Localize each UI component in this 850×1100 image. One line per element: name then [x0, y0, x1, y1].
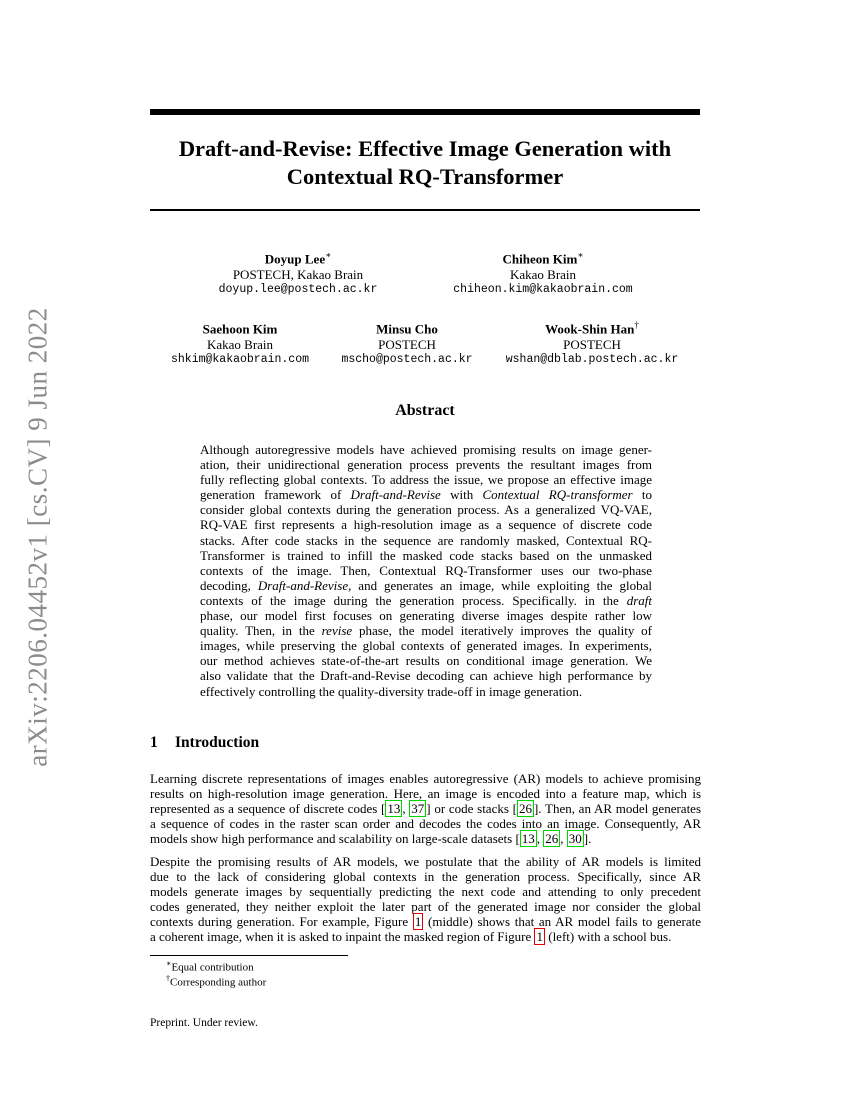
abstract-line: Transformer is trained to infill the masked code stacks based on the unmasked	[200, 547, 652, 563]
author-block	[506, 318, 679, 368]
footnote-text: Corresponding author	[170, 976, 267, 989]
footnote-rule	[150, 955, 348, 956]
abstract-line: decoding, Draft-and-Revise, and generates an image, while exploiting the global	[200, 577, 652, 593]
citation-link[interactable]: 13	[521, 831, 535, 847]
abstract-line: images, while preserving the global contexts of generated images. In experiments,	[200, 638, 652, 654]
body-line: a sequence of codes in the raster scan order and decodes the codes into an image. Consequently, AR	[150, 816, 701, 832]
intro-paragraph-2	[150, 854, 701, 945]
author-email[interactable]: shkim@kakaobrain.com	[170, 353, 310, 367]
abstract-line: also validate that the Draft-and-Revise decoding can achieve high performance by	[200, 668, 652, 684]
body-line: Learning discrete representations of images enables autoregressive (AR) models to achieve promising	[150, 771, 701, 786]
body-line: models show high performance and scalability on large-scale datasets [ 13 , 26 , 30 ].	[150, 831, 592, 847]
citation-link[interactable]: 26	[545, 831, 559, 847]
body-line: represented as a sequence of discrete codes [ 13 , 37 ] or code stacks [ 26 ]. Then, an AR model generates	[150, 801, 702, 817]
preprint-note: Preprint. Under review.	[150, 1017, 258, 1029]
body-line: models generate images by sequentially predicting the next code and attending to only precedent	[150, 884, 701, 900]
body-line: contexts during generation. For example, Figure 1 (middle) shows that an AR model fails to generate	[150, 914, 701, 930]
title-top-rule	[150, 109, 700, 115]
abstract-line: consider global contexts during the generation process. As a generalized VQ-VAE,	[200, 502, 652, 518]
footnote-text: Equal contribution	[171, 961, 254, 974]
citation-link[interactable]: 13	[387, 801, 401, 817]
author-name: Doyup Lee	[264, 251, 326, 267]
author-name: Chiheon Kim	[502, 251, 578, 267]
body-line: due to the lack of considering global contexts in the generation process. Specifically, since AR	[150, 869, 701, 885]
author-email[interactable]: mscho@postech.ac.kr	[341, 353, 473, 367]
abstract-line: contexts of the image. Then, Contextual RQ-Transformer uses our two-phase	[200, 562, 652, 578]
author-affiliation: POSTECH	[378, 336, 436, 352]
citation-link[interactable]: 30	[568, 831, 582, 847]
arxiv-stamp: arXiv:2206.04452v1 [cs.CV] 9 Jun 2022	[22, 307, 53, 767]
abstract-line: our method achieves state-of-the-art results on conditional image generation. We	[200, 653, 652, 669]
body-line: codes generated, they neither exploit the later part of the generated image nor consider the global	[150, 899, 701, 915]
author-block	[453, 248, 632, 298]
author-affiliation: Kakao Brain	[509, 266, 577, 282]
citation-link[interactable]: 26	[518, 801, 532, 817]
abstract-line: Although autoregressive models have achieved promising results on image gener-	[200, 442, 652, 457]
author-mark: ∗	[577, 250, 584, 260]
footnote-mark: ∗	[166, 959, 172, 968]
abstract-heading: Abstract	[395, 402, 455, 419]
footnote-mark: †	[166, 974, 170, 983]
abstract-line: quality. Then, in the revise phase, the model iteratively improves the quality of	[200, 623, 652, 639]
title-line: Draft-and-Revise: Effective Image Generation with	[178, 136, 672, 161]
abstract-line: stacks. After code stacks in the sequence are randomly masked, Contextual RQ-	[200, 532, 652, 548]
author-block	[171, 318, 309, 368]
author-email[interactable]: chiheon.kim@kakaobrain.com	[453, 283, 633, 297]
author-email[interactable]: doyup.lee@postech.ac.kr	[218, 283, 378, 297]
abstract-body	[200, 442, 652, 699]
abstract-line: RQ-VAE first represents a high-resolution image as a sequence of discrete code	[200, 517, 652, 533]
section-heading	[150, 734, 259, 752]
author-mark: †	[634, 320, 639, 330]
abstract-line: ation, their unidirectional generation process prevents the resultant images from	[200, 457, 652, 473]
author-name: Saehoon Kim	[202, 321, 278, 337]
title-bottom-rule	[150, 209, 700, 211]
abstract-line: generation framework of Draft-and-Revise with Contextual RQ-transformer to	[200, 487, 652, 503]
author-mark: ∗	[325, 250, 332, 260]
footnote	[166, 972, 266, 990]
author-affiliation: Kakao Brain	[206, 336, 274, 352]
section-title: Introduction	[175, 734, 260, 751]
figure-ref-link[interactable]: 1	[536, 929, 543, 945]
body-line: Despite the promising results of AR models, we postulate that the ability of AR models is limited	[150, 854, 701, 869]
abstract-line: phase, our model first focuses on generating diverse images despite rather low	[200, 608, 652, 624]
figure-ref-link[interactable]: 1	[414, 914, 422, 930]
author-email[interactable]: wshan@dblab.postech.ac.kr	[505, 353, 679, 367]
intro-paragraph-1	[150, 771, 701, 846]
abstract-line: effectively controlling the quality-diversity trade-off in image generation.	[200, 683, 583, 699]
section-number: 1	[150, 734, 158, 751]
abstract-line: contexts of the image during the generation process. Specifically. in the draft	[200, 592, 652, 608]
author-name: Minsu Cho	[376, 321, 438, 337]
body-line: results on high-resolution image generation. Here, an image is encoded into a feature map, which is	[150, 786, 701, 802]
author-name: Wook-Shin Han	[545, 321, 635, 337]
author-block	[219, 248, 378, 298]
title-line: Contextual RQ-Transformer	[286, 164, 564, 189]
author-affiliation: POSTECH	[563, 336, 621, 352]
body-line: a coherent image, when it is asked to inpaint the masked region of Figure 1 (left) with a school bus.	[150, 929, 672, 945]
citation-link[interactable]: 37	[411, 801, 425, 817]
paper-title	[150, 135, 700, 191]
author-affiliation: POSTECH, Kakao Brain	[232, 266, 364, 282]
abstract-line: fully reflecting global contexts. To address the issue, we propose an effective image	[200, 472, 652, 488]
author-block	[341, 318, 472, 368]
